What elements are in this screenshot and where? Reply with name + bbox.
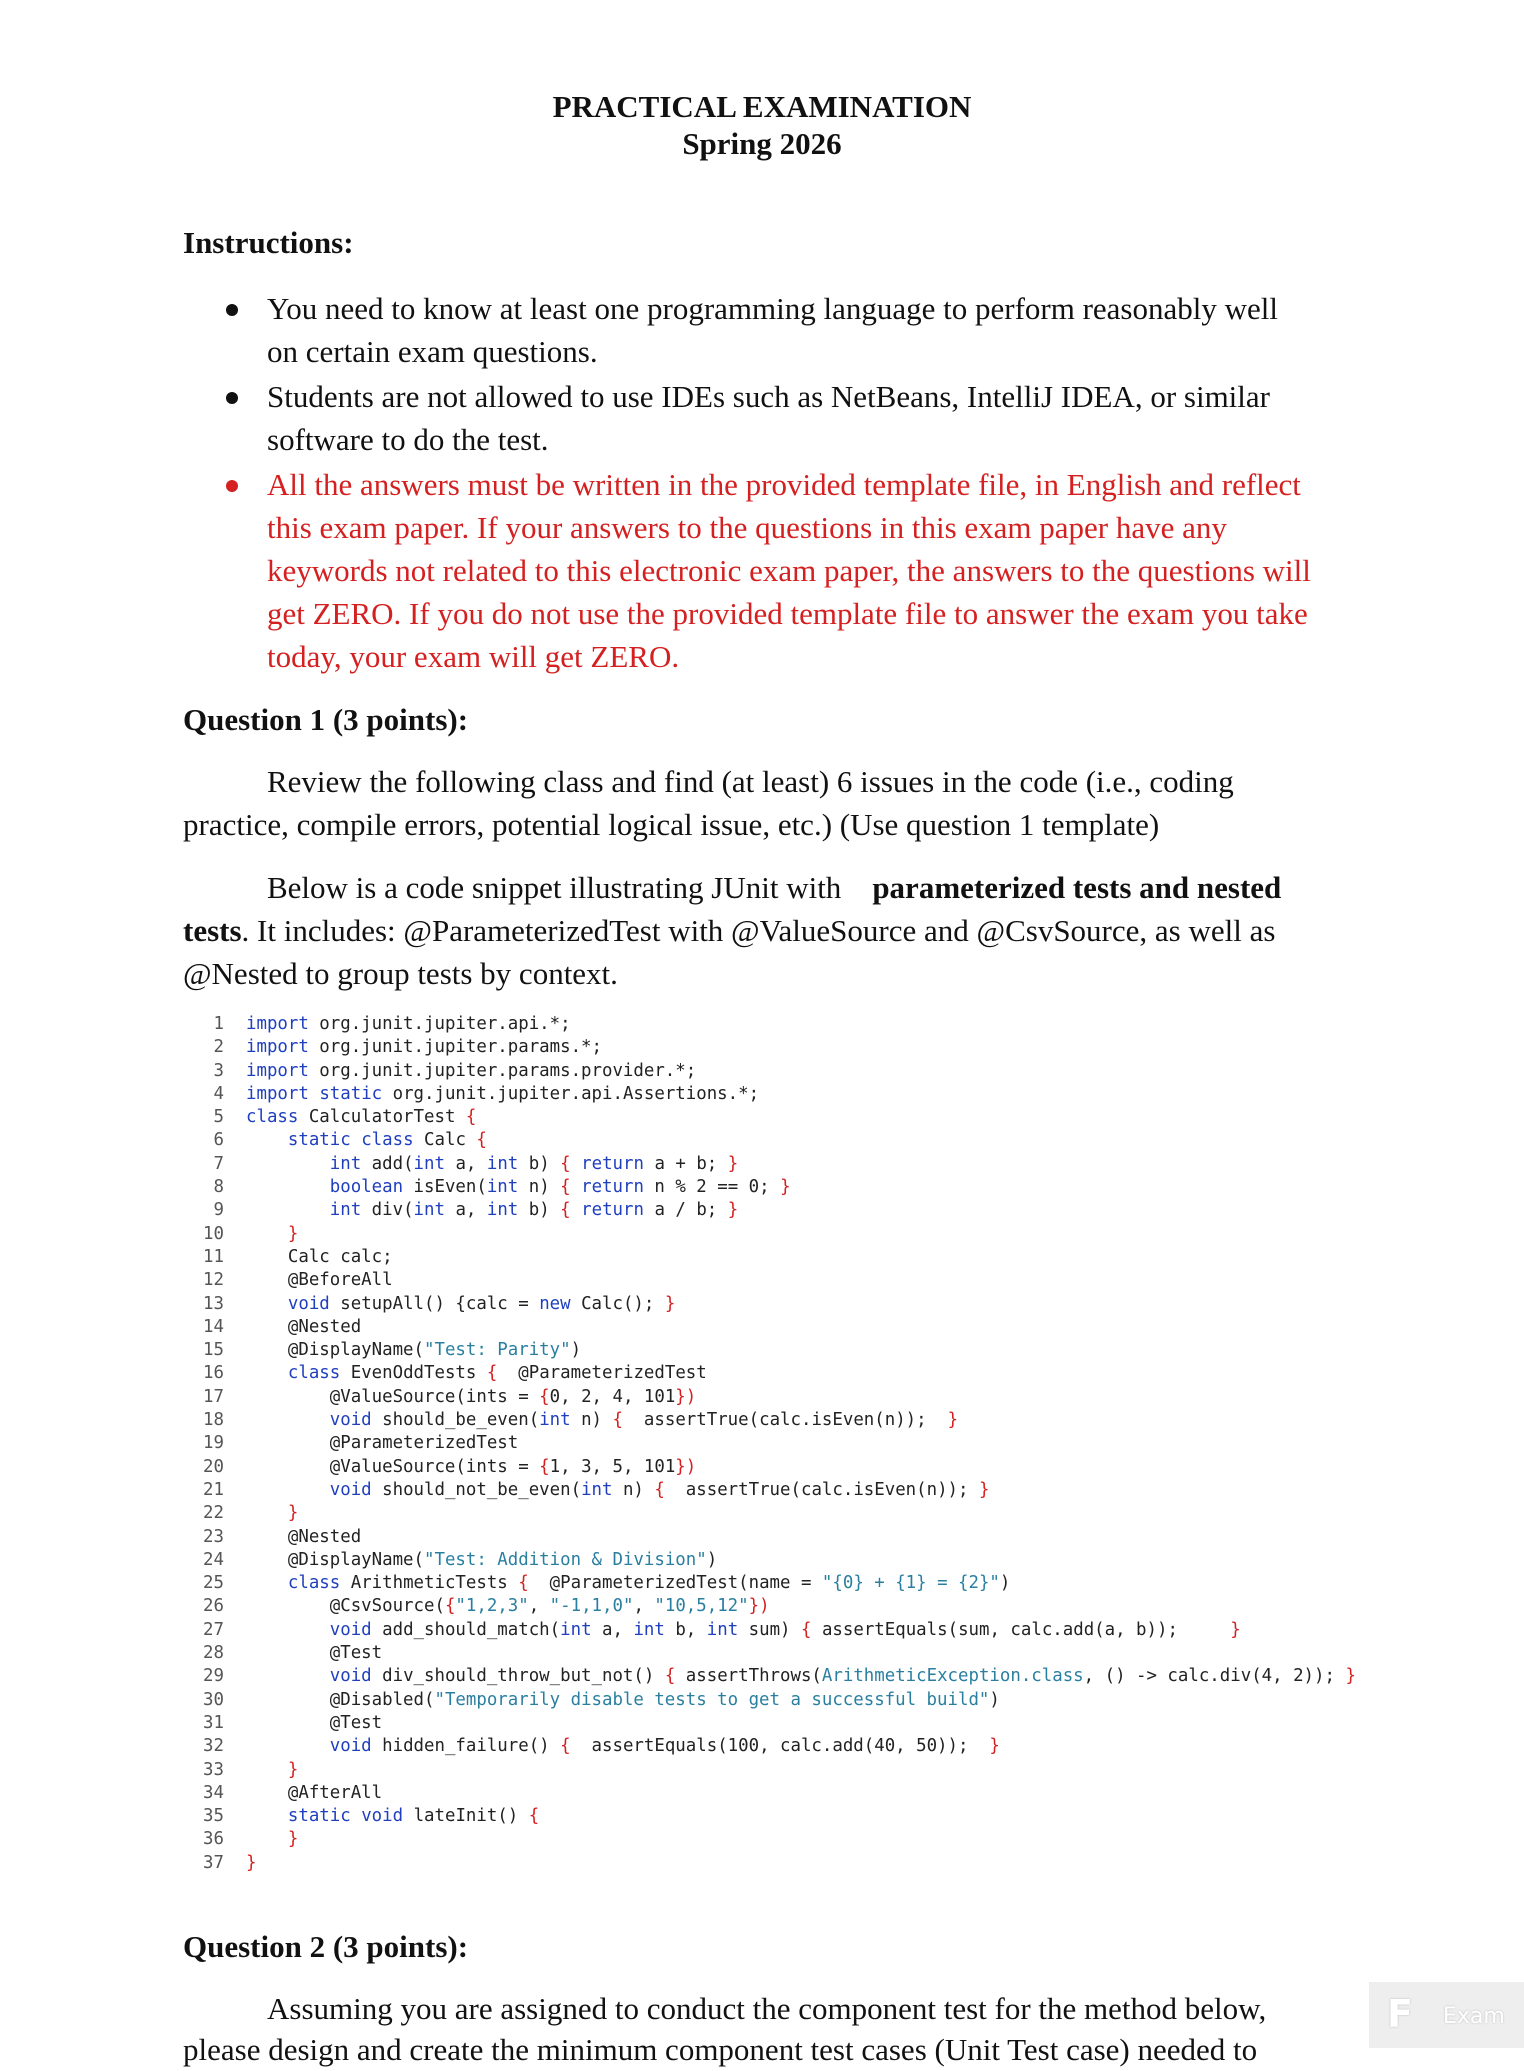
code-token: Calc calc;: [287, 1246, 393, 1267]
exam-term: Spring 2026: [682, 126, 842, 161]
code-token: org.junit.jupiter.params.*;: [308, 1037, 602, 1058]
code-line: [190, 1153, 1350, 1176]
line-number: 6: [213, 1130, 224, 1151]
instructions-heading: Instructions:: [183, 225, 354, 260]
code-token: ,: [633, 1596, 655, 1617]
code-token: {: [486, 1363, 498, 1384]
code-token: {: [801, 1619, 812, 1640]
question2-heading: Question 2 (3 points):: [183, 1929, 469, 1964]
code-token: }: [989, 1736, 1000, 1757]
line-number: 7: [213, 1153, 224, 1174]
code-line: [190, 1199, 1350, 1222]
code-line: 30 @Disabled("Temporarily disable tests to get a successful build"): [190, 1689, 1350, 1712]
code-token: void: [287, 1293, 330, 1314]
code-token: }: [780, 1177, 791, 1198]
question2-paragraph-cutoff: please design and create the minimum component test cases (Unit Test case) needed to: [183, 2032, 1258, 2067]
bullet-icon: [226, 480, 238, 492]
code-token: b): [518, 1153, 561, 1174]
line-number: 35: [203, 1806, 224, 1827]
code-line: [190, 1362, 1350, 1385]
code-token: import: [246, 1014, 309, 1034]
code-token: void: [329, 1736, 372, 1757]
code-token: "Temporarily disable tests to get a successful build": [434, 1689, 990, 1710]
code-token: isEven(: [403, 1177, 487, 1198]
code-token: assertThrows(: [675, 1666, 822, 1687]
code-token: @ParameterizedTest(name =: [528, 1573, 822, 1594]
watermark-logo: [1369, 1982, 1524, 2048]
code-line: [190, 1013, 1350, 1036]
code-token: org.junit.jupiter.params.provider.*;: [308, 1060, 697, 1081]
line-number: 29: [203, 1666, 224, 1687]
code-token: @Nested: [287, 1526, 362, 1547]
line-number: 34: [203, 1782, 224, 1803]
line-number: 17: [203, 1386, 224, 1407]
code-line: [190, 1665, 1356, 1688]
code-line: [190, 1386, 1350, 1409]
line-number: 5: [213, 1107, 224, 1128]
code-token: {: [560, 1177, 571, 1198]
code-token: void: [329, 1410, 372, 1431]
code-token: sum): [738, 1619, 801, 1640]
code-token: setupAll() {calc =: [329, 1293, 540, 1314]
code-token: {: [612, 1410, 623, 1431]
code-token: {: [560, 1200, 571, 1221]
code-token: {: [528, 1806, 540, 1827]
line-number: 30: [203, 1689, 224, 1710]
line-number: 21: [203, 1479, 224, 1500]
code-token: int: [633, 1619, 665, 1640]
line-number: 14: [203, 1316, 224, 1337]
code-line: [190, 1782, 1350, 1805]
code-token: import: [246, 1060, 309, 1081]
code-line: [190, 1176, 1350, 1199]
instruction-item: Students are not allowed to use IDEs such as NetBeans, IntelliJ IDEA, or similar software to do the test.: [267, 379, 1270, 457]
line-number: 37: [203, 1852, 224, 1873]
code-token: }): [675, 1456, 697, 1477]
code-token: @DisplayName(: [287, 1549, 425, 1570]
code-token: @ValueSource(ints =: [329, 1386, 540, 1407]
bullet-icon: [226, 304, 238, 316]
code-token: CalculatorTest: [298, 1107, 466, 1128]
code-token: static: [287, 1130, 351, 1151]
question1-description: Below is a code snippet illustrating JUnit with parameterized tests and nested tests. It includes: @ParameterizedTest with @ValueSource and @CsvSource, as well as @Nested to group tests by context.: [183, 870, 1282, 991]
line-number: 2: [213, 1037, 224, 1058]
code-token: class: [287, 1363, 341, 1384]
code-line: 25 class ArithmeticTests { @ParameterizedTest(name = "{0} + {1} = {2}"): [190, 1572, 1350, 1595]
code-line: [190, 1735, 1350, 1758]
line-number: 20: [203, 1456, 224, 1477]
code-line: [190, 1852, 1350, 1875]
code-token: }): [748, 1596, 770, 1617]
code-line: [190, 1246, 1350, 1269]
line-number: 19: [203, 1433, 224, 1454]
code-token: }: [287, 1223, 299, 1244]
code-line: [190, 1036, 1350, 1059]
code-line: [190, 1060, 1350, 1083]
code-token: {: [560, 1153, 571, 1174]
code-token: return: [581, 1200, 644, 1221]
code-token: {: [518, 1573, 529, 1594]
bullet-icon: [226, 392, 238, 404]
code-token: boolean: [329, 1177, 404, 1198]
code-token: int: [413, 1200, 445, 1221]
code-token: static: [319, 1083, 383, 1104]
code-token: int: [581, 1479, 613, 1500]
code-token: @DisplayName(: [287, 1340, 425, 1361]
line-number: 36: [203, 1829, 224, 1850]
code-line: [190, 1526, 1350, 1549]
code-line: [190, 1502, 1350, 1525]
code-token: a / b;: [643, 1200, 728, 1221]
code-line: 15 @DisplayName("Test: Parity"): [190, 1339, 1350, 1362]
code-line: [190, 1083, 1350, 1106]
code-token: org.junit.jupiter.api.*;: [308, 1014, 571, 1034]
code-token: void: [329, 1619, 372, 1640]
code-token: import: [246, 1037, 309, 1058]
code-token: @Test: [329, 1643, 383, 1664]
code-line: [190, 1456, 1350, 1479]
code-token: assertTrue(calc.isEven(n));: [622, 1410, 948, 1431]
code-line: [190, 1129, 1350, 1152]
code-token: add(: [361, 1153, 414, 1174]
instruction-item: You need to know at least one programming language to perform reasonably well on certain exam questions.: [267, 291, 1278, 369]
line-number: 15: [203, 1340, 224, 1361]
line-number: 18: [203, 1410, 224, 1431]
code-line: [190, 1828, 1350, 1851]
code-token: "1,2,3": [455, 1596, 529, 1617]
code-token: int: [486, 1177, 519, 1198]
code-listing: [190, 1013, 1356, 1875]
line-number: 23: [203, 1526, 224, 1547]
code-token: a,: [444, 1153, 487, 1174]
exam-title: PRACTICAL EXAMINATION: [552, 89, 972, 124]
code-token: }: [947, 1410, 959, 1431]
code-token: }: [287, 1829, 299, 1850]
code-token: @ParameterizedTest: [329, 1433, 519, 1454]
code-line: [190, 1805, 1350, 1828]
code-token: }: [664, 1293, 676, 1314]
code-line: [190, 1712, 1350, 1735]
code-token: "10,5,12": [654, 1596, 749, 1617]
code-token: }: [727, 1200, 739, 1221]
code-line: [190, 1293, 1350, 1316]
code-token: int: [539, 1410, 571, 1431]
code-token: {: [539, 1456, 550, 1477]
code-line: [190, 1316, 1350, 1339]
code-line: 24 @DisplayName("Test: Addition & Division"): [190, 1549, 1350, 1572]
code-token: Calc: [413, 1130, 477, 1151]
code-token: int: [413, 1153, 445, 1174]
code-token: ArithmeticTests: [340, 1573, 519, 1594]
code-token: b,: [664, 1619, 707, 1640]
line-number: 10: [203, 1223, 224, 1244]
code-token: a,: [444, 1200, 487, 1221]
line-number: 1: [213, 1014, 224, 1034]
code-token: EvenOddTests: [340, 1363, 487, 1384]
instruction-item-warning: All the answers must be written in the provided template file, in English and reflect this exam paper. If your answers to the questions in this exam paper have any keywords not related to this electronic exam paper, the answers to the questions will get ZERO. If you do not use the provided template file to answer the exam you take today, your exam will get ZERO.: [267, 467, 1311, 674]
code-token: @Nested: [287, 1316, 362, 1337]
code-token: n): [570, 1410, 613, 1431]
code-token: }: [978, 1479, 990, 1500]
line-number: 27: [203, 1619, 224, 1640]
code-token: hidden_failure(): [371, 1736, 561, 1757]
code-token: 1, 3, 5, 101: [549, 1456, 676, 1477]
line-number: 3: [213, 1060, 224, 1081]
line-number: 16: [203, 1363, 224, 1384]
code-token: int: [329, 1200, 362, 1221]
code-token: int: [560, 1619, 592, 1640]
code-token: {: [444, 1596, 456, 1617]
code-token: div_should_throw_but_not(): [371, 1666, 665, 1687]
code-token: {: [476, 1130, 487, 1151]
code-token: {: [654, 1479, 665, 1500]
code-token: a,: [591, 1619, 634, 1640]
code-token: should_not_be_even(: [371, 1479, 582, 1500]
code-token: @Test: [329, 1712, 383, 1733]
line-number: 33: [203, 1759, 224, 1780]
code-token: add_should_match(: [371, 1619, 561, 1640]
question1-heading: Question 1 (3 points):: [183, 702, 469, 737]
code-token: {: [539, 1386, 550, 1407]
code-token: div(: [361, 1200, 414, 1221]
code-token: void: [329, 1666, 372, 1687]
code-token: }: [727, 1153, 739, 1174]
code-token: return: [581, 1177, 644, 1198]
code-token: lateInit(): [403, 1806, 529, 1827]
code-line: [190, 1223, 1350, 1246]
code-token: should_be_even(: [371, 1410, 540, 1431]
question2-paragraph: Assuming you are assigned to conduct the component test for the method below,: [267, 1991, 1267, 2026]
code-token: @ValueSource(ints =: [329, 1456, 540, 1477]
code-token: class: [246, 1107, 299, 1128]
code-token: void: [361, 1806, 404, 1827]
code-token: int: [329, 1153, 362, 1174]
code-token: @Disabled(: [329, 1689, 435, 1710]
line-number: 22: [203, 1503, 224, 1524]
code-token: , () -> calc.div(4, 2));: [1083, 1666, 1346, 1687]
line-number: 32: [203, 1736, 224, 1757]
line-number: 31: [203, 1712, 224, 1733]
code-token: ArithmeticException.class: [821, 1666, 1084, 1687]
code-token: assertEquals(100, calc.add(40, 50));: [570, 1736, 990, 1757]
code-token: }: [287, 1759, 299, 1780]
code-token: }): [675, 1386, 697, 1407]
code-token: int: [486, 1153, 519, 1174]
code-token: int: [486, 1200, 519, 1221]
code-token: "Test: Parity": [424, 1340, 571, 1361]
code-line: [190, 1479, 1350, 1502]
code-token: n): [518, 1177, 561, 1198]
code-line: [190, 1409, 1350, 1432]
line-number: 11: [203, 1246, 224, 1267]
code-token: new: [539, 1293, 571, 1314]
code-token: @BeforeAll: [287, 1270, 393, 1291]
line-number: 28: [203, 1643, 224, 1664]
code-token: n): [612, 1479, 655, 1500]
code-token: 0, 2, 4, 101: [549, 1386, 676, 1407]
code-token: n % 2 == 0;: [643, 1177, 781, 1198]
code-line: [190, 1619, 1350, 1642]
line-number: 26: [203, 1596, 224, 1617]
code-line: [190, 1432, 1350, 1455]
code-token: return: [581, 1153, 644, 1174]
code-token: void: [329, 1479, 372, 1500]
code-token: @CsvSource(: [329, 1596, 445, 1617]
code-line: [190, 1595, 1350, 1618]
line-number: 13: [203, 1293, 224, 1314]
code-token: @ParameterizedTest: [497, 1363, 707, 1384]
code-token: "{0} + {1} = {2}": [821, 1573, 1000, 1594]
question1-paragraph: Review the following class and find (at least) 6 issues in the code (i.e., coding practice, compile errors, potential logical issue, etc.) (Use question 1 template): [183, 764, 1234, 842]
code-token: static: [287, 1806, 351, 1827]
code-token: Calc();: [570, 1293, 665, 1314]
line-number: 12: [203, 1270, 224, 1291]
code-token: {: [664, 1666, 676, 1687]
code-token: }: [246, 1852, 257, 1873]
code-token: int: [706, 1619, 739, 1640]
line-number: 9: [213, 1200, 224, 1221]
code-token: @AfterAll: [287, 1782, 383, 1803]
watermark-logo-icon: F: [1387, 1992, 1413, 2036]
code-line: [190, 1106, 1350, 1129]
code-token: }: [287, 1503, 299, 1524]
code-line: [190, 1269, 1350, 1292]
code-token: org.junit.jupiter.api.Assertions.*;: [382, 1083, 760, 1104]
code-line: [190, 1642, 1350, 1665]
line-number: 24: [203, 1549, 224, 1570]
watermark-text: Exam: [1443, 2004, 1505, 2029]
code-token: "-1,1,0": [549, 1596, 634, 1617]
code-token: assertTrue(calc.isEven(n));: [664, 1479, 979, 1500]
code-token: }: [1230, 1619, 1241, 1640]
code-token: class: [287, 1573, 341, 1594]
code-line: [190, 1759, 1350, 1782]
code-token: {: [560, 1736, 571, 1757]
code-token: {: [465, 1107, 477, 1128]
code-token: "Test: Addition & Division": [424, 1549, 707, 1570]
code-token: import: [246, 1083, 309, 1104]
code-token: assertEquals(sum, calc.add(a, b));: [811, 1619, 1231, 1640]
code-token: b): [518, 1200, 561, 1221]
code-token: }: [1345, 1666, 1356, 1687]
line-number: 25: [203, 1573, 224, 1594]
line-number: 4: [213, 1083, 224, 1104]
code-token: a + b;: [643, 1153, 728, 1174]
line-number: 8: [213, 1177, 224, 1198]
code-token: class: [361, 1130, 414, 1151]
code-token: ,: [528, 1596, 550, 1617]
